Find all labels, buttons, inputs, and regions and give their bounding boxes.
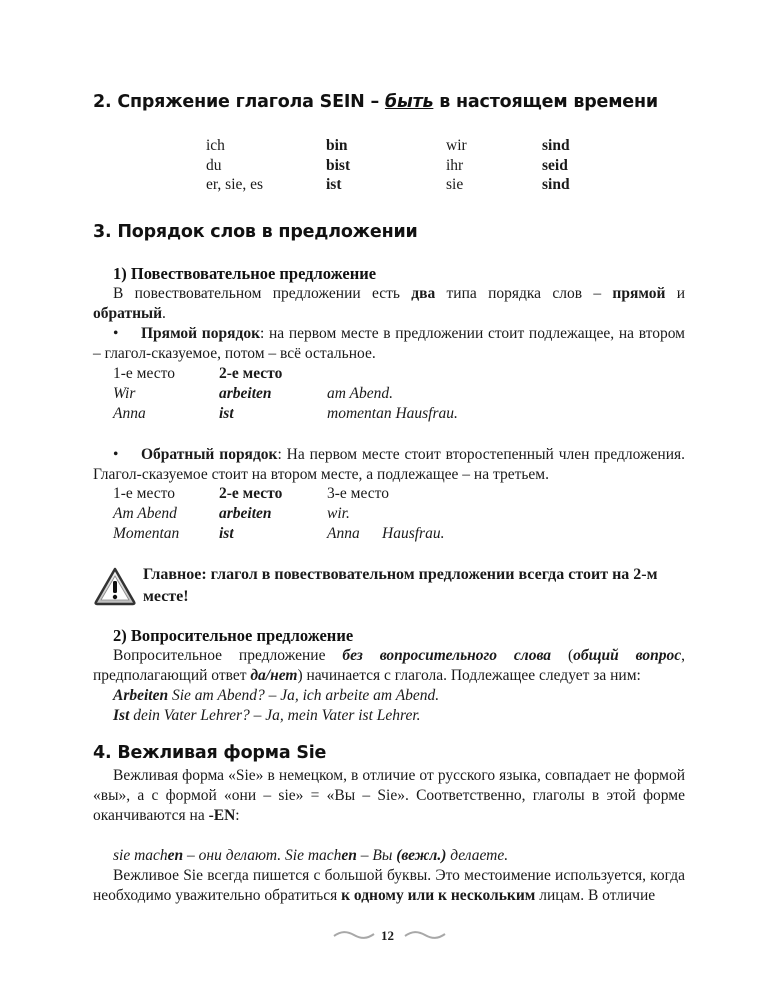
text: (: [551, 647, 574, 664]
text: В повествовательном предложении есть: [113, 285, 412, 302]
polite-form-paragraph: [93, 766, 685, 826]
column-header: 3-е место: [327, 485, 389, 502]
text: и: [665, 285, 685, 302]
wave-ornament-icon: [333, 930, 375, 940]
direct-order-label: Прямой порядок: [141, 325, 260, 342]
warning-note-text: Главное: глагол в повествовательном предложении всегда стоит на 2-м месте!: [143, 566, 658, 605]
polite-form-example: [113, 846, 508, 866]
example-rest: Sie am Abend? – Ja, ich arbeite am Abend.: [168, 687, 440, 704]
text: Вежливое Sie всегда пишется с большой буквы. Это местоимение используется, когда необходимо уважительно обратиться: [93, 867, 685, 904]
heading-emphasis: быть: [384, 92, 434, 112]
cell-position-1: Anna: [113, 405, 146, 422]
text: делаете.: [446, 847, 509, 864]
bold-text: два: [411, 285, 436, 302]
example-verb: Ist: [113, 707, 130, 724]
column-header: 1-е место: [113, 365, 175, 382]
word-order-intro: [93, 284, 685, 324]
bold-italic-text: без вопросительного слова: [342, 647, 552, 664]
pronoun: er, sie, es: [206, 176, 264, 193]
question-example: [113, 686, 439, 706]
page-number: 12: [381, 928, 394, 943]
cell-position-1: Momentan: [113, 525, 180, 542]
question-example: [113, 706, 421, 726]
bold-italic-text: да/нет: [250, 667, 298, 684]
bold-text: (вежл.): [396, 847, 447, 864]
verb-form-plural: seid: [542, 157, 568, 174]
pronoun: ich: [206, 137, 225, 154]
cell-position-3: Anna: [327, 525, 360, 542]
cell-rest: am Abend.: [327, 385, 394, 402]
verb-form-plural: sind: [542, 176, 570, 193]
bullet: •: [113, 446, 119, 463]
cell-rest: Hausfrau.: [382, 525, 445, 542]
text: , предполагающий ответ: [93, 647, 685, 684]
text: лицам. В отличие: [535, 887, 656, 904]
example-rest: dein Vater Lehrer? – Ja, mein Vater ist Lehrer.: [129, 707, 421, 724]
verb-form: ist: [326, 176, 342, 193]
bold-text: к одному или к нескольким: [341, 887, 536, 904]
bold-ending: en: [167, 847, 184, 864]
text: ) начинается с глагола. Подлежащее следует за ним:: [297, 667, 641, 684]
text: sie mach: [113, 847, 168, 864]
cell-rest: momentan Hausfrau.: [327, 405, 458, 422]
inverse-order-label: Обратный порядок: [141, 446, 278, 463]
bold-text: обратный: [93, 305, 163, 322]
text: .: [162, 305, 166, 322]
subsection-2-title: 2) Вопросительное предложение: [113, 626, 354, 645]
subsection-1-title: 1) Повествовательное предложение: [113, 264, 377, 283]
section-2-heading: [93, 92, 658, 112]
cell-position-1: Am Abend: [113, 505, 177, 522]
pronoun-plural: sie: [446, 176, 464, 193]
pronoun-plural: ihr: [446, 157, 464, 174]
question-paragraph: [93, 646, 685, 686]
inverse-order-item: [93, 445, 685, 485]
bold-ending: en: [341, 847, 357, 864]
column-header: 1-е место: [113, 485, 175, 502]
direct-order-text: : на первом месте в предложении стоит подлежащее, на втором – глагол-сказуемое, потом – всё остальное.: [93, 325, 685, 362]
cell-position-1: Wir: [113, 385, 136, 402]
pronoun-plural: wir: [446, 137, 467, 154]
inverse-order-text: : На первом месте стоит второстепенный член предложения. Глагол-сказуемое стоит на втором месте, а подлежащее – на третьем.: [93, 446, 685, 483]
bold-text: прямой: [612, 285, 666, 302]
example-verb: Arbeiten: [113, 687, 169, 704]
text: типа порядка слов –: [435, 285, 613, 302]
section-3-heading: 3. Порядок слов в предложении: [93, 222, 418, 242]
cell-position-2: ist: [219, 405, 234, 422]
verb-form: bist: [326, 157, 351, 174]
warning-triangle-icon: [93, 566, 137, 606]
cell-position-2: ist: [219, 525, 234, 542]
text: – Вы: [356, 847, 397, 864]
text: – они делают. Sie mach: [183, 847, 342, 864]
column-header: 2-е место: [219, 365, 283, 382]
pronoun: du: [206, 157, 222, 174]
bold-text: -EN: [208, 807, 236, 824]
wave-ornament-icon: [404, 930, 446, 940]
heading-text-end: в настоящем времени: [433, 92, 658, 112]
verb-form: bin: [326, 137, 348, 154]
bold-italic-text: общий вопрос: [573, 647, 682, 664]
cell-position-3: wir.: [327, 505, 350, 522]
verb-form-plural: sind: [542, 137, 570, 154]
direct-order-item: [93, 324, 685, 364]
cell-position-2: arbeiten: [219, 385, 272, 402]
text: Вежливая форма «Sie» в немецком, в отличие от русского языка, совпадает не формой «вы», а с формой «они – sie» = «Вы – Sie». Соответственно, глаголы в этой форме оканчиваются на: [93, 767, 685, 824]
section-4-heading: 4. Вежливая форма Sie: [93, 743, 327, 763]
heading-text: 2. Спряжение глагола SEIN –: [93, 92, 385, 112]
column-header: 2-е место: [219, 485, 283, 502]
polite-form-paragraph-2: [93, 866, 685, 906]
text: :: [235, 807, 240, 824]
cell-position-2: arbeiten: [219, 505, 272, 522]
text: Вопросительное предложение: [113, 647, 343, 664]
bullet: •: [113, 325, 119, 342]
